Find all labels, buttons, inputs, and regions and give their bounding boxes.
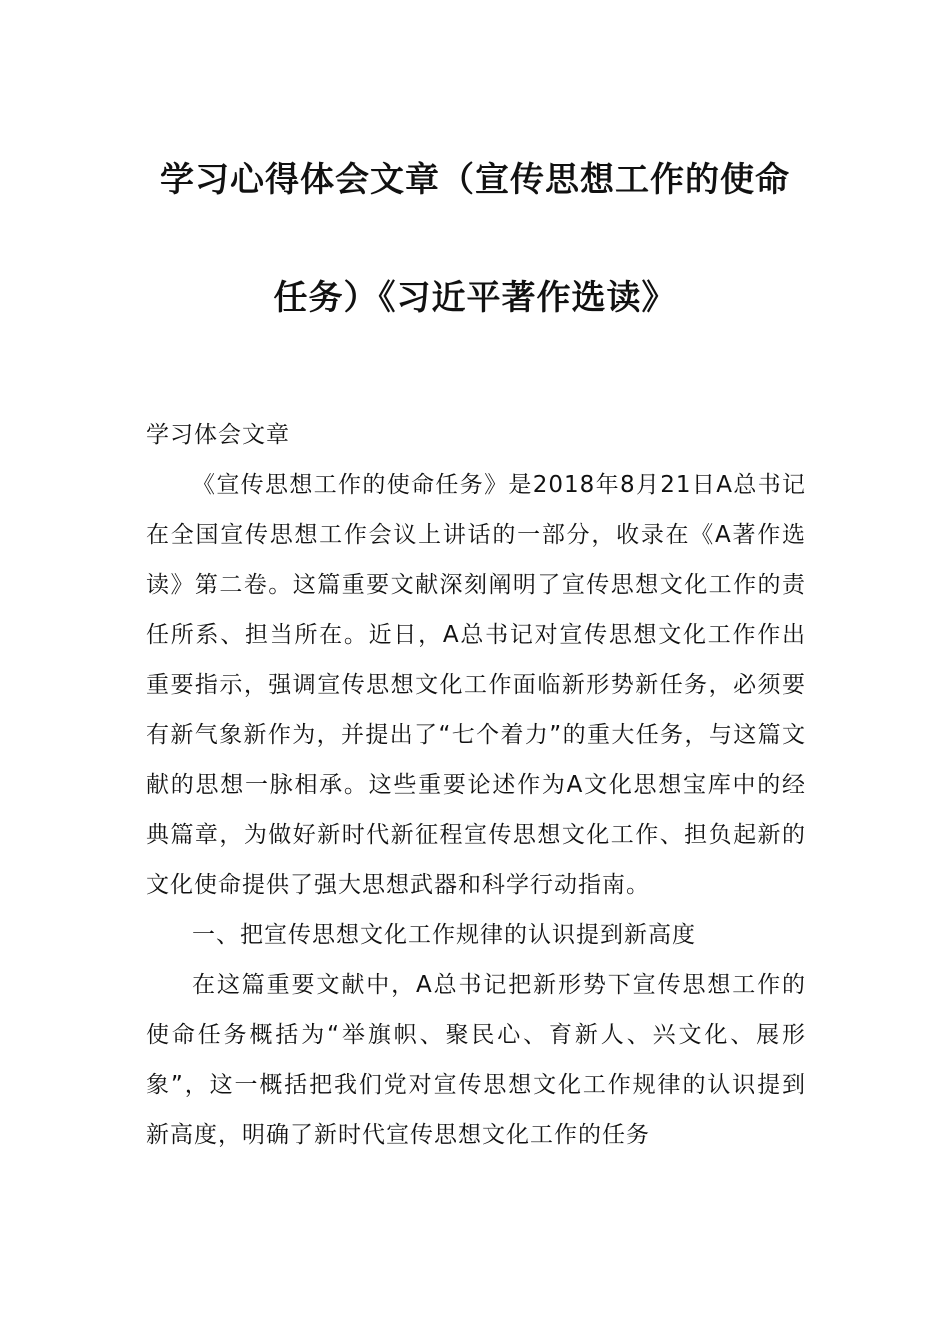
document-title-line-1: 学习心得体会文章（宣传思想工作的使命	[160, 160, 790, 200]
paragraph-intro: 《宣传思想工作的使命任务》是2018年8月21日A总书记在全国宣传思想工作会议上讲话的一部分，收录在《A著作选读》第二卷。这篇重要文献深刻阐明了宣传思想文化工作的责任所系、担当所在。近日，A总书记对宣传思想文化工作作出重要指示，强调宣传思想文化工作面临新形势新任务，必须要有新气象新作为，并提出了“七个着力”的重大任务，与这篇文献的思想一脉相承。这些重要论述作为A文化思想宝库中的经典篇章，为做好新时代新征程宣传思想文化工作、担负起新的文化使命提供了强大思想武器和科学行动指南。	[146, 472, 806, 898]
document-body	[146, 410, 806, 1160]
section-heading-1: 一、把宣传思想文化工作规律的认识提到新高度	[192, 922, 696, 948]
paragraph-section-1: 在这篇重要文献中，A总书记把新形势下宣传思想工作的使命任务概括为“举旗帜、聚民心、育新人、兴文化、展形象”，这一概括把我们党对宣传思想文化工作规律的认识提到新高度，明确了新时代宣传思想文化工作的任务	[146, 972, 806, 1148]
article-label: 学习体会文章	[146, 422, 290, 448]
document-title-line-2: 任务）《习近平著作选读》	[273, 278, 677, 318]
